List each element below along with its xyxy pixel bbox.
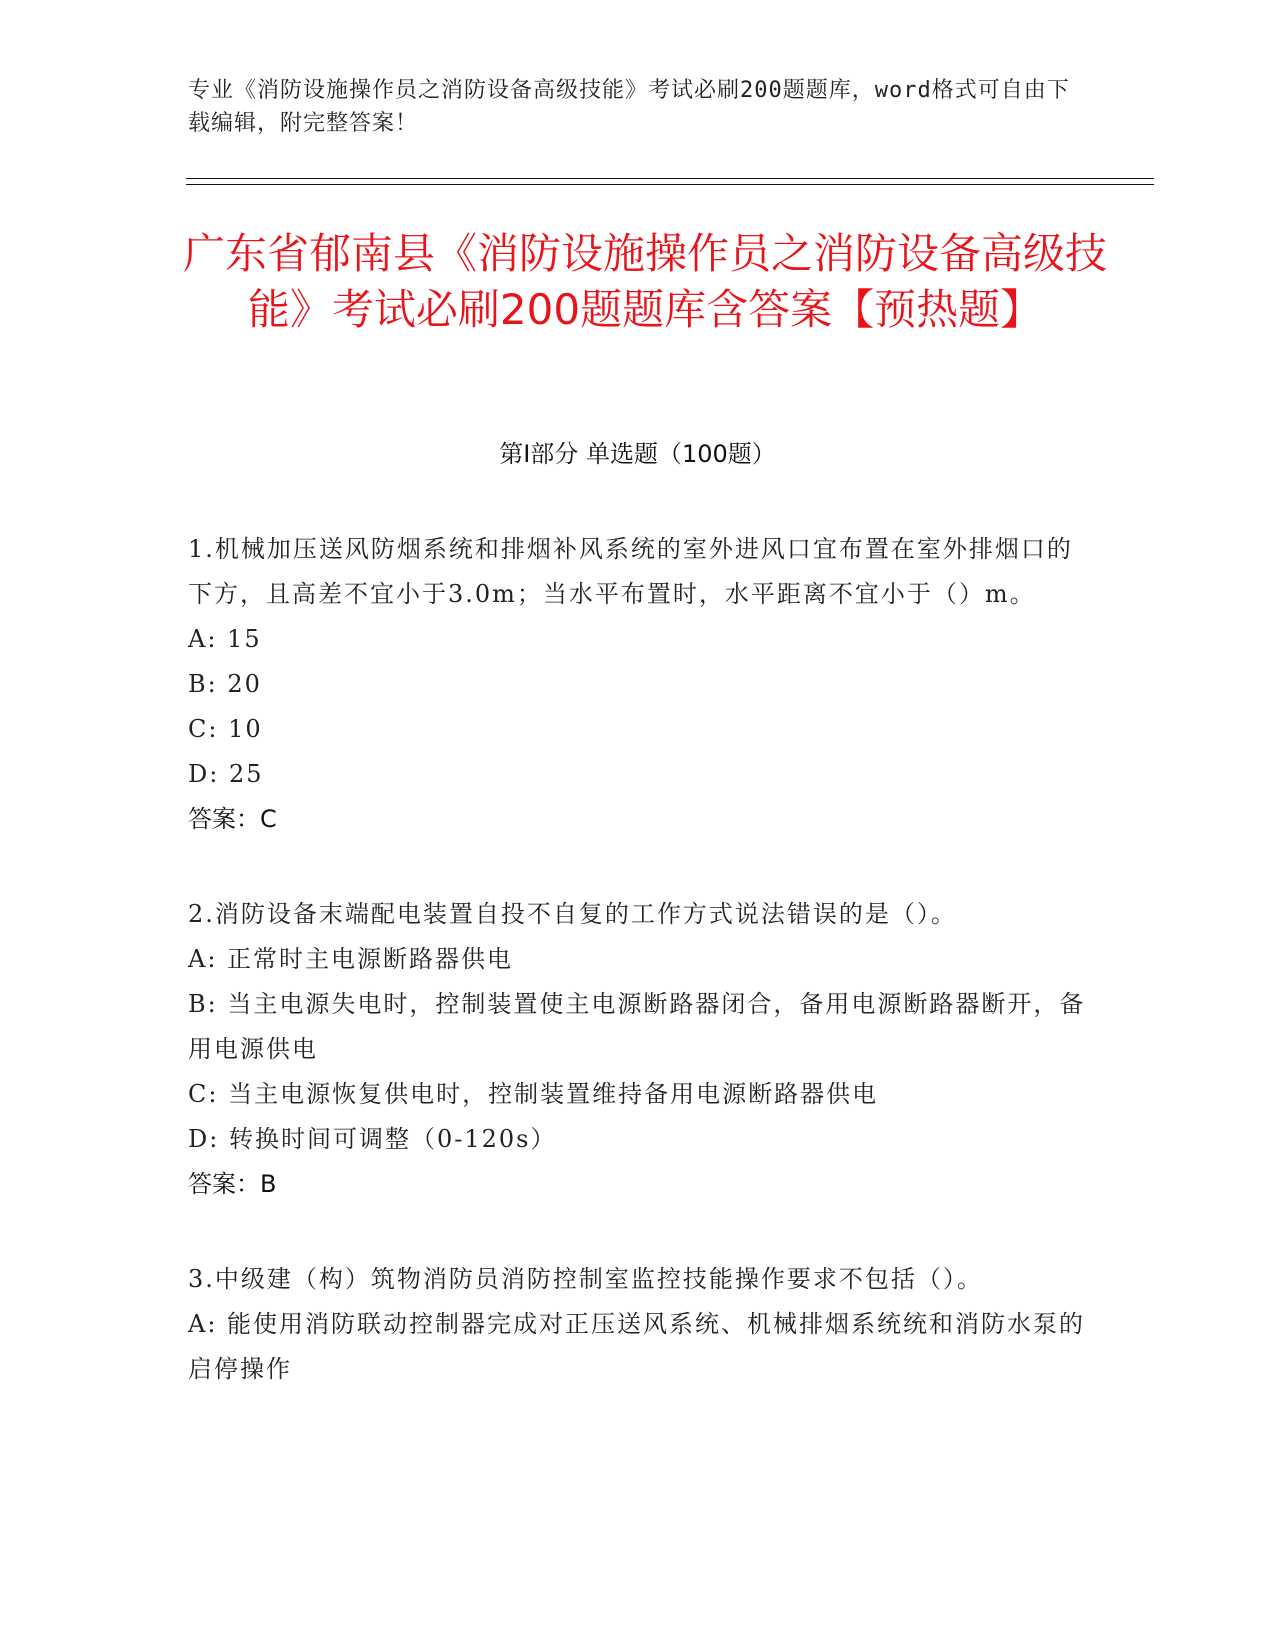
header-rule-bottom xyxy=(186,184,1154,185)
option-d: D: 转换时间可调整（0-120s） xyxy=(188,1125,557,1153)
question-1 xyxy=(188,527,1088,842)
question-text: 3.中级建（构）筑物消防员消防控制室监控技能操作要求不包括（）。 xyxy=(188,1265,983,1293)
option-a: A: 15 xyxy=(188,625,262,653)
document-title: 广东省郁南县《消防设施操作员之消防设备高级技能》考试必刷200题题库含答案【预热题】 xyxy=(182,229,1107,334)
option-b: B: 20 xyxy=(188,670,262,698)
option-b: B: 当主电源失电时，控制装置使主电源断路器闭合，备用电源断路器断开，备用电源供电 xyxy=(188,990,1086,1063)
intro-text: 专业《消防设施操作员之消防设备高级技能》考试必刷200题题库，word格式可自由下载编辑，附完整答案！ xyxy=(188,78,1070,136)
question-text: 1.机械加压送风防烟系统和排烟补风系统的室外进风口宜布置在室外排烟口的下方，且高差不宜小于3.0m；当水平布置时，水平距离不宜小于（）m。 xyxy=(188,535,1073,608)
answer: 答案：B xyxy=(188,1170,277,1198)
question-2 xyxy=(188,892,1088,1207)
section-title: 第Ⅰ部分 单选题（100题） xyxy=(499,440,776,468)
option-a: A: 能使用消防联动控制器完成对正压送风系统、机械排烟系统统和消防水泵的启停操作 xyxy=(188,1310,1086,1383)
answer: 答案：C xyxy=(188,805,277,833)
question-text: 2.消防设备末端配电装置自投不自复的工作方式说法错误的是（）。 xyxy=(188,900,957,928)
option-c: C: 当主电源恢复供电时，控制装置维持备用电源断路器供电 xyxy=(188,1080,879,1108)
header-rule-top xyxy=(186,178,1154,179)
question-list xyxy=(188,527,1088,1442)
option-d: D: 25 xyxy=(188,760,264,788)
question-3 xyxy=(188,1257,1088,1392)
option-a: A: 正常时主电源断路器供电 xyxy=(188,945,514,973)
option-c: C: 10 xyxy=(188,715,263,743)
